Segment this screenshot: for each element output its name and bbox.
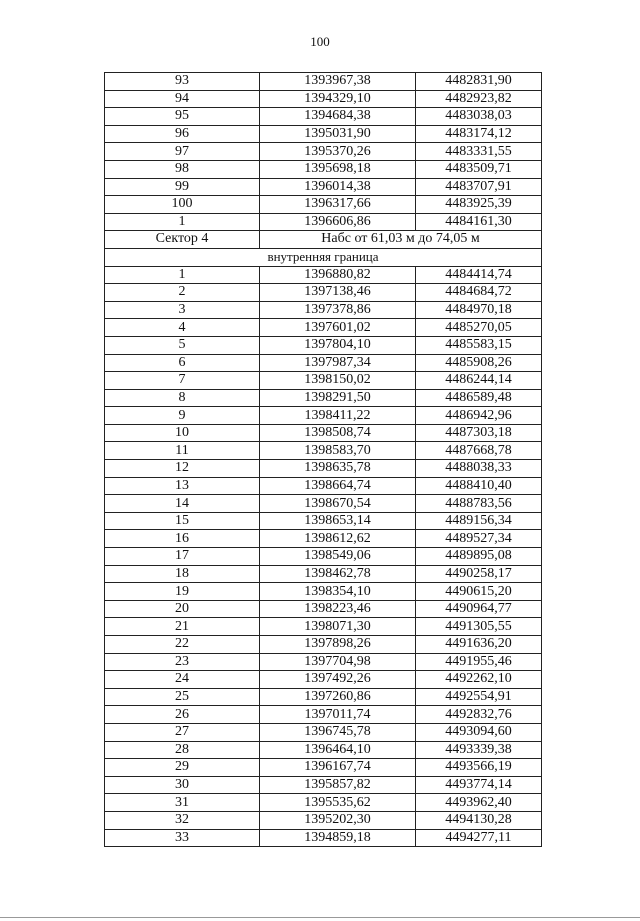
table-row (105, 495, 542, 513)
coordinate-y: 4491636,20 (416, 636, 542, 654)
coordinate-y: 4487303,18 (416, 424, 542, 442)
coordinates-table (104, 72, 542, 847)
page-bottom-edge (0, 917, 640, 918)
coordinate-y: 4486244,14 (416, 372, 542, 390)
coordinate-x: 1398150,02 (260, 372, 416, 390)
table-row (105, 618, 542, 636)
coordinate-y: 4493774,14 (416, 776, 542, 794)
point-number: 21 (105, 618, 260, 636)
point-number: 99 (105, 178, 260, 196)
coordinate-y: 4491305,55 (416, 618, 542, 636)
point-number: 4 (105, 319, 260, 337)
table-row (105, 530, 542, 548)
table-row (105, 477, 542, 495)
point-number: 26 (105, 706, 260, 724)
point-number: 32 (105, 811, 260, 829)
coordinates-rows-bottom (105, 266, 542, 847)
point-number: 17 (105, 548, 260, 566)
coordinate-x: 1397260,86 (260, 688, 416, 706)
point-number: 10 (105, 424, 260, 442)
point-number: 27 (105, 723, 260, 741)
coordinate-y: 4482831,90 (416, 73, 542, 91)
table-row (105, 583, 542, 601)
point-number: 11 (105, 442, 260, 460)
coordinate-y: 4485908,26 (416, 354, 542, 372)
table-row (105, 266, 542, 284)
coordinate-x: 1398071,30 (260, 618, 416, 636)
coordinates-rows-top (105, 73, 542, 231)
point-number: 8 (105, 389, 260, 407)
boundary-label: внутренняя граница (105, 248, 542, 266)
table-row (105, 688, 542, 706)
table-row (105, 460, 542, 478)
coordinate-y: 4485583,15 (416, 336, 542, 354)
coordinate-x: 1397601,02 (260, 319, 416, 337)
table-row (105, 73, 542, 91)
coordinate-y: 4488038,33 (416, 460, 542, 478)
point-number: 16 (105, 530, 260, 548)
point-number: 5 (105, 336, 260, 354)
coordinate-x: 1395535,62 (260, 794, 416, 812)
coordinate-x: 1398549,06 (260, 548, 416, 566)
point-number: 33 (105, 829, 260, 847)
boundary-row (105, 248, 542, 266)
table-row (105, 407, 542, 425)
coordinate-x: 1398583,70 (260, 442, 416, 460)
coordinate-x: 1394859,18 (260, 829, 416, 847)
coordinate-y: 4483509,71 (416, 160, 542, 178)
point-number: 19 (105, 583, 260, 601)
point-number: 15 (105, 512, 260, 530)
point-number: 1 (105, 213, 260, 231)
table-row (105, 723, 542, 741)
coordinate-x: 1398670,54 (260, 495, 416, 513)
table-row (105, 671, 542, 689)
coordinate-y: 4493339,38 (416, 741, 542, 759)
table-row (105, 565, 542, 583)
coordinate-x: 1398354,10 (260, 583, 416, 601)
coordinate-y: 4484684,72 (416, 284, 542, 302)
coordinate-y: 4488783,56 (416, 495, 542, 513)
coordinate-x: 1394329,10 (260, 90, 416, 108)
coordinate-y: 4492554,91 (416, 688, 542, 706)
table-row (105, 512, 542, 530)
coordinate-y: 4494277,11 (416, 829, 542, 847)
point-number: 6 (105, 354, 260, 372)
point-number: 93 (105, 73, 260, 91)
coordinate-y: 4494130,28 (416, 811, 542, 829)
coordinate-x: 1396464,10 (260, 741, 416, 759)
coordinate-x: 1394684,38 (260, 108, 416, 126)
coordinate-x: 1398291,50 (260, 389, 416, 407)
coordinate-x: 1398653,14 (260, 512, 416, 530)
coordinate-x: 1397492,26 (260, 671, 416, 689)
coordinate-y: 4486589,48 (416, 389, 542, 407)
table-row (105, 284, 542, 302)
coordinate-x: 1397378,86 (260, 301, 416, 319)
table-row (105, 829, 542, 847)
point-number: 20 (105, 600, 260, 618)
table-row (105, 160, 542, 178)
point-number: 94 (105, 90, 260, 108)
table-row (105, 143, 542, 161)
point-number: 22 (105, 636, 260, 654)
table-row (105, 600, 542, 618)
coordinate-y: 4489527,34 (416, 530, 542, 548)
coordinate-y: 4492832,76 (416, 706, 542, 724)
point-number: 7 (105, 372, 260, 390)
coordinate-x: 1395031,90 (260, 125, 416, 143)
coordinate-y: 4484414,74 (416, 266, 542, 284)
table-row (105, 178, 542, 196)
coordinate-x: 1396167,74 (260, 759, 416, 777)
table-row (105, 442, 542, 460)
point-number: 2 (105, 284, 260, 302)
coordinate-x: 1398462,78 (260, 565, 416, 583)
coordinate-y: 4482923,82 (416, 90, 542, 108)
table-row (105, 759, 542, 777)
coordinate-y: 4489156,34 (416, 512, 542, 530)
coordinate-x: 1397138,46 (260, 284, 416, 302)
coordinate-y: 4485270,05 (416, 319, 542, 337)
coordinate-x: 1396745,78 (260, 723, 416, 741)
coordinate-y: 4483331,55 (416, 143, 542, 161)
coordinate-y: 4493566,19 (416, 759, 542, 777)
point-number: 12 (105, 460, 260, 478)
sector-height-range: Набс от 61,03 м до 74,05 м (260, 231, 542, 249)
table-row (105, 108, 542, 126)
coordinate-x: 1395857,82 (260, 776, 416, 794)
point-number: 9 (105, 407, 260, 425)
point-number: 97 (105, 143, 260, 161)
coordinate-y: 4483174,12 (416, 125, 542, 143)
coordinate-x: 1396880,82 (260, 266, 416, 284)
coordinate-x: 1397898,26 (260, 636, 416, 654)
table-row (105, 794, 542, 812)
coordinate-x: 1398635,78 (260, 460, 416, 478)
coordinate-x: 1398411,22 (260, 407, 416, 425)
coordinate-y: 4483925,39 (416, 196, 542, 214)
coordinate-x: 1398223,46 (260, 600, 416, 618)
sector-row (105, 231, 542, 249)
coordinate-x: 1393967,38 (260, 73, 416, 91)
coordinate-x: 1398664,74 (260, 477, 416, 495)
coordinate-y: 4493094,60 (416, 723, 542, 741)
coordinate-y: 4484161,30 (416, 213, 542, 231)
table-row (105, 213, 542, 231)
point-number: 98 (105, 160, 260, 178)
coordinate-y: 4487668,78 (416, 442, 542, 460)
point-number: 13 (105, 477, 260, 495)
coordinate-x: 1397987,34 (260, 354, 416, 372)
point-number: 96 (105, 125, 260, 143)
coordinate-x: 1398612,62 (260, 530, 416, 548)
coordinate-y: 4490964,77 (416, 600, 542, 618)
table-row (105, 336, 542, 354)
table-row (105, 741, 542, 759)
point-number: 18 (105, 565, 260, 583)
table-row (105, 389, 542, 407)
point-number: 28 (105, 741, 260, 759)
page-number: 100 (310, 34, 330, 49)
coordinate-x: 1397804,10 (260, 336, 416, 354)
table-row (105, 548, 542, 566)
coordinate-x: 1398508,74 (260, 424, 416, 442)
table-row (105, 706, 542, 724)
table-row (105, 776, 542, 794)
coordinate-x: 1395698,18 (260, 160, 416, 178)
table-row (105, 811, 542, 829)
coordinate-y: 4490258,17 (416, 565, 542, 583)
coordinate-y: 4490615,20 (416, 583, 542, 601)
point-number: 14 (105, 495, 260, 513)
coordinate-x: 1395370,26 (260, 143, 416, 161)
coordinate-x: 1397704,98 (260, 653, 416, 671)
table-row (105, 636, 542, 654)
coordinate-x: 1395202,30 (260, 811, 416, 829)
coordinate-x: 1396606,86 (260, 213, 416, 231)
coordinate-x: 1396014,38 (260, 178, 416, 196)
sector-label: Сектор 4 (105, 231, 260, 249)
coordinate-y: 4491955,46 (416, 653, 542, 671)
table-row (105, 196, 542, 214)
table-row (105, 372, 542, 390)
coordinate-y: 4488410,40 (416, 477, 542, 495)
coordinate-y: 4483707,91 (416, 178, 542, 196)
table-row (105, 125, 542, 143)
coordinate-y: 4483038,03 (416, 108, 542, 126)
coordinate-y: 4489895,08 (416, 548, 542, 566)
point-number: 1 (105, 266, 260, 284)
point-number: 95 (105, 108, 260, 126)
coordinate-x: 1397011,74 (260, 706, 416, 724)
coordinate-x: 1396317,66 (260, 196, 416, 214)
point-number: 3 (105, 301, 260, 319)
table-row (105, 424, 542, 442)
coordinate-y: 4493962,40 (416, 794, 542, 812)
point-number: 29 (105, 759, 260, 777)
point-number: 24 (105, 671, 260, 689)
point-number: 23 (105, 653, 260, 671)
table-row (105, 319, 542, 337)
coordinate-y: 4492262,10 (416, 671, 542, 689)
table-row (105, 653, 542, 671)
coordinate-y: 4484970,18 (416, 301, 542, 319)
table-row (105, 354, 542, 372)
table-row (105, 90, 542, 108)
point-number: 100 (105, 196, 260, 214)
coordinate-y: 4486942,96 (416, 407, 542, 425)
point-number: 30 (105, 776, 260, 794)
point-number: 25 (105, 688, 260, 706)
table-row (105, 301, 542, 319)
point-number: 31 (105, 794, 260, 812)
sector-header (105, 231, 542, 266)
